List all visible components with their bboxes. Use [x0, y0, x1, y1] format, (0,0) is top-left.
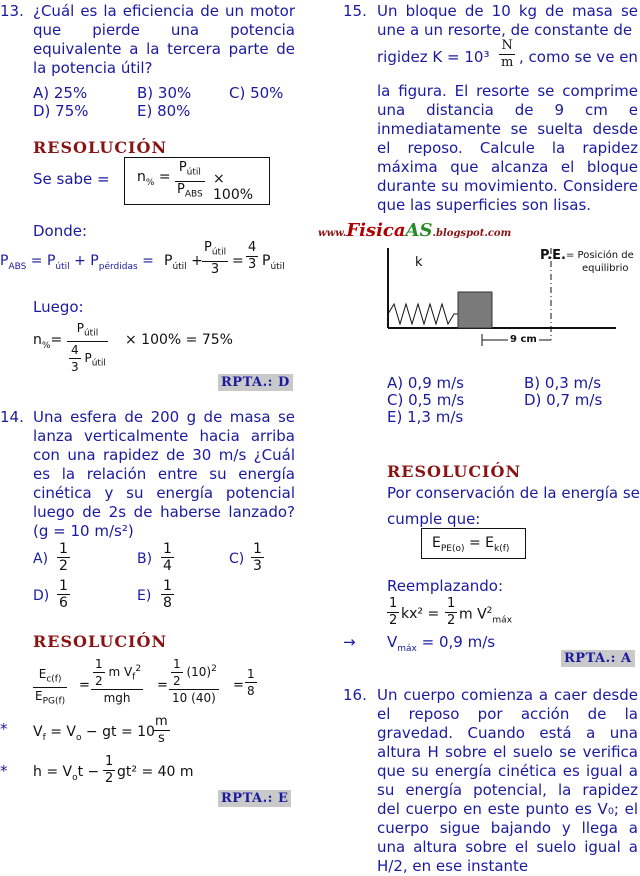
q14-bullet-1: * [0, 720, 8, 738]
q13-option-a: A) 25% [33, 84, 88, 102]
q15-number: 15. [343, 2, 367, 20]
q15-text-d: la figura. El resorte se comprime una distancia de 9 cm e inmediatamente se suelta desde el reposo. Calcule la rapidez máxima que alcanza el bloque durante su movimiento. Considere que las superficies son lisas. [377, 82, 638, 214]
q13-donde: Donde: [33, 222, 88, 240]
q14-resolution-title: RESOLUCIÓN [33, 632, 168, 651]
q15-option-b: B) 0,3 m/s [524, 374, 602, 392]
q15-result: $V_{máx} = 0,9$ m/s [387, 633, 496, 654]
q15-rigidity-line: rigidez K = 10³ $\frac{N}{m}$ , como se ve en [377, 38, 638, 70]
pe-label: P.E. [540, 248, 566, 263]
spring-zigzag [388, 304, 458, 324]
energy-conservation-box: $E_{PE(o)} = E_{k(f)}$ [421, 528, 526, 559]
q15-option-a: A) 0,9 m/s [387, 374, 464, 392]
efficiency-result: $n_{\%}=$ $P_{útil}$ $\frac{4}{3}$ $P_{útil}$ × 100% = 75% [33, 321, 233, 375]
q15-conservation-1: Por conservación de la energía se [387, 484, 640, 502]
q15-conservation-2: cumple que: [387, 510, 481, 528]
q13-option-e: E) 80% [137, 102, 191, 120]
q13-luego: Luego: [33, 298, 84, 316]
pe-desc-2: equilibrio [582, 263, 629, 274]
q13-se-sabe: Se sabe = [33, 170, 110, 188]
energy-ratio-equation: $E_{c(f)}$ $E_{PG(f)}$ = $\frac{1}{2}$ m $V_f^2$ mgh = $\frac{1}{2}$ $(10)^2$ 10 (40) = $\frac{1}{8}$ [35, 657, 255, 707]
efficiency-formula-box: $n_{\%}$ = $P_{útil}$ $P_{ABS}$ × 100% [124, 157, 270, 205]
q13-option-d: D) 75% [33, 102, 89, 120]
pe-desc-1: = Posición de [566, 250, 634, 261]
q15-text-a: Un bloque de 10 kg de masa se une a un resorte, de constante de [377, 2, 638, 39]
result-arrow: → [343, 633, 356, 651]
power-equation: $P_{ABS} = P_{útil} + P_{pérdidas}$ = $P_{útil}$ + $P_{útil}$ 3 = $\frac{4}{3}$ $P_{útil}$ [0, 240, 285, 277]
q14-answer: RPTA.: E [218, 790, 291, 807]
q13-resolution-title: RESOLUCIÓN [33, 138, 168, 157]
q14-number: 14. [0, 408, 24, 426]
q13-number: 13. [0, 2, 24, 20]
q14-text: Una esfera de 200 g de masa se lanza verticalmente hacia arriba con una rapidez de 30 m/s ¿Cuál es la relación entre su energía cinética y su energía potencial luego de 2s de haberse lanzado? (g = 10 m/s²) [33, 408, 295, 540]
block [458, 292, 492, 328]
q13-option-b: B) 30% [137, 84, 192, 102]
energy-substitution: $\frac{1}{2}$ kx² = $\frac{1}{2}$ m $V^2_{máx}$ [389, 596, 513, 628]
q15-option-c: C) 0,5 m/s [387, 391, 465, 409]
q13-answer: RPTA.: D [218, 374, 293, 391]
q15-option-d: D) 0,7 m/s [524, 391, 603, 409]
q15-resolution-title: RESOLUCIÓN [387, 462, 522, 481]
q13-option-c: C) 50% [229, 84, 284, 102]
height-equation: $h = V_ot$ − $\frac{1}{2}$ gt² = 40 m [33, 754, 194, 786]
watermark: www.FisicaAS.blogspot.com [318, 220, 512, 241]
q15-option-e: E) 1,3 m/s [387, 408, 464, 426]
q15-reemplazando: Reemplazando: [387, 577, 504, 595]
q16-number: 16. [343, 686, 367, 704]
distance-label: 9 cm [510, 334, 537, 345]
q16-text: Un cuerpo comienza a caer desde el reposo por acción de la gravedad. Cuando está a una altura H sobre el suelo se verifica que su energía cinética es igual a su energía potencial, la rapidez del cuerpo en este punto es V₀; el cuerpo sigue bajando y llega a una altura sobre el suelo igual a H/2, en ese instante [377, 686, 638, 875]
q14-bullet-2: * [0, 762, 8, 780]
q15-answer: RPTA.: A [561, 650, 635, 667]
velocity-equation: $V_f = V_o$ − gt = 10 $\frac{m}{s}$ [33, 714, 168, 746]
spring-label: k [415, 255, 423, 270]
q13-text: ¿Cuál es la eficiencia de un motor que pierde una potencia equivalente a la tercera parte de la potencia útil? [33, 2, 295, 77]
